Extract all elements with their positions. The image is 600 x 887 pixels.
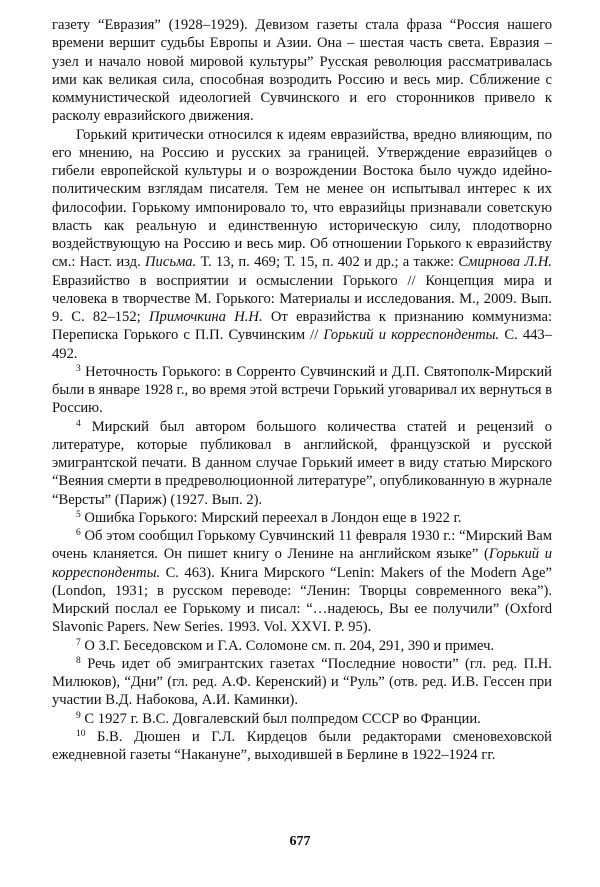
footnote-number: 4 <box>76 418 81 429</box>
p2-text-b: Т. 13, п. 469; Т. 15, п. 402 и др.; а также: <box>196 254 459 271</box>
footnote-text: Ошибка Горького: Мирский переехал в Лондон еще в 1922 г. <box>80 509 462 526</box>
paragraph-1: газету “Евразия” (1928–1929). Девизом газеты стала фраза “Россия нашего времени вершит судьбы Европы и Азии. Она – шестая часть света. Евразия – узел и начало новой мировой культуры” Русская революция рассматривалась ими как великая сила, способная возродить Россию и весь мир. Сближение с коммунистической идеологией Сувчинского и его сторонников привело к расколу евразийского движения. <box>52 17 552 125</box>
p2-italic-b: Смирнова Л.Н. <box>458 254 553 271</box>
footnote-text: Мирский был автором большого количества статей и рецензий о литературе, которые публиковал в английской, французской и русской эмигрантской печати. В данном случае Горький имеет в виду статью Мирского “Веяния смерти в предреволюционной литературе”, опубликованную в журнале “Версты” (Париж) (1927. Вып. 2). <box>52 418 552 508</box>
p2-text-d: От евразийства к признанию коммунизма: Переписка Горького с П.П. Сувчинским // <box>52 309 553 344</box>
footnote-number: 7 <box>76 637 81 648</box>
footnote-number: 10 <box>76 728 86 739</box>
page-number: 677 <box>289 834 311 849</box>
p2-text-a: Горький критически относился к идеям евразийства, вредно влияющим, по его мнению, на Россию и русских за границей. Утверждение евразийцев о гибели европейской культуры и о возрождении Востока было чуждо идейно-политическим взглядам писателя. Тем не менее он испытывал интерес к их философии. Горькому импонировало то, что евразийцы признавали советскую власть как реальную и единственную историческую силу, плодотворно воздействующую на Россию и весь мир. Об отношении Горького к евразийству см.: Наст. изд. <box>52 126 552 271</box>
footnote-number: 3 <box>76 363 81 374</box>
paragraph-2 <box>52 126 552 363</box>
p2-italic-a: Письма. <box>145 254 197 271</box>
p2-italic-c: Примочкина Н.Н. <box>148 309 263 325</box>
footnote-5 <box>52 509 552 527</box>
footnote-8 <box>52 655 552 710</box>
footnote-4 <box>52 418 552 509</box>
footnote-text: Речь идет об эмигрантских газетах “Последние новости” (гл. ред. П.Н. Милюков), “Дни” (гл. ред. А.Ф. Керенский) и “Руль” (отв. ред. И.В. Гессен при участии В.Д. Набокова, А.И. Каминки). <box>52 655 552 709</box>
footnote-text: Неточность Горького: в Сорренто Сувчинский и Д.П. Святополк-Мирский были в январе 1928 г., во время этой встречи Горький уговаривал их вернуться в Россию. <box>52 363 552 417</box>
footnote-text: Об этом сообщил Горькому Сувчинский 11 февраля 1930 г.: “Мирский Вам очень кланяется. Он пишет книгу о Ленине на английском языке” ( <box>52 528 552 563</box>
footnote-9 <box>52 710 552 728</box>
footnote-text: С 1927 г. В.С. Довгалевский был полпредом СССР во Франции. <box>80 710 481 727</box>
footnote-text: С. 463). Книга Мирского “Lenin: Makers of the Modern Age” (London, 1931; в русском переводе: “Ленин: Творцы современного века”). Мирский послал ее Горькому и писал: “…надеюсь, Вы ее получили” (Oxford Slavonic Papers. New Series. 1993. Vol. XXVI. P. 95). <box>52 564 552 636</box>
footnote-number: 9 <box>76 710 81 721</box>
footnote-3 <box>52 363 552 418</box>
footnote-10 <box>52 728 552 765</box>
footnote-number: 6 <box>76 528 81 538</box>
footnote-number: 5 <box>76 509 81 520</box>
page-body <box>52 16 552 764</box>
footnote-text: О З.Г. Беседовском и Г.А. Соломоне см. п. 204, 291, 390 и примеч. <box>80 637 495 654</box>
footnote-italic: Горький и корреспонденты. <box>52 546 552 581</box>
p2-italic-d: Горький и корреспонденты. <box>323 327 500 344</box>
footnote-text: Б.В. Дюшен и Г.Л. Кирдецов были редакторами сменовеховской ежедневной газеты “Накануне”, выходившей в Берлине в 1922–1924 гг. <box>52 728 552 763</box>
footnote-6 <box>52 527 552 637</box>
p2-text-c: Евразийство в восприятии и осмыслении Горького // Концепция мира и человека в творчестве М. Горького: Материалы и исследования. М., 2009. Вып. 9. С. 82–152; <box>52 272 552 325</box>
p2-text-e: С. 443–492. <box>52 327 553 362</box>
footnote-7 <box>52 637 552 655</box>
footnote-number: 8 <box>76 655 81 666</box>
